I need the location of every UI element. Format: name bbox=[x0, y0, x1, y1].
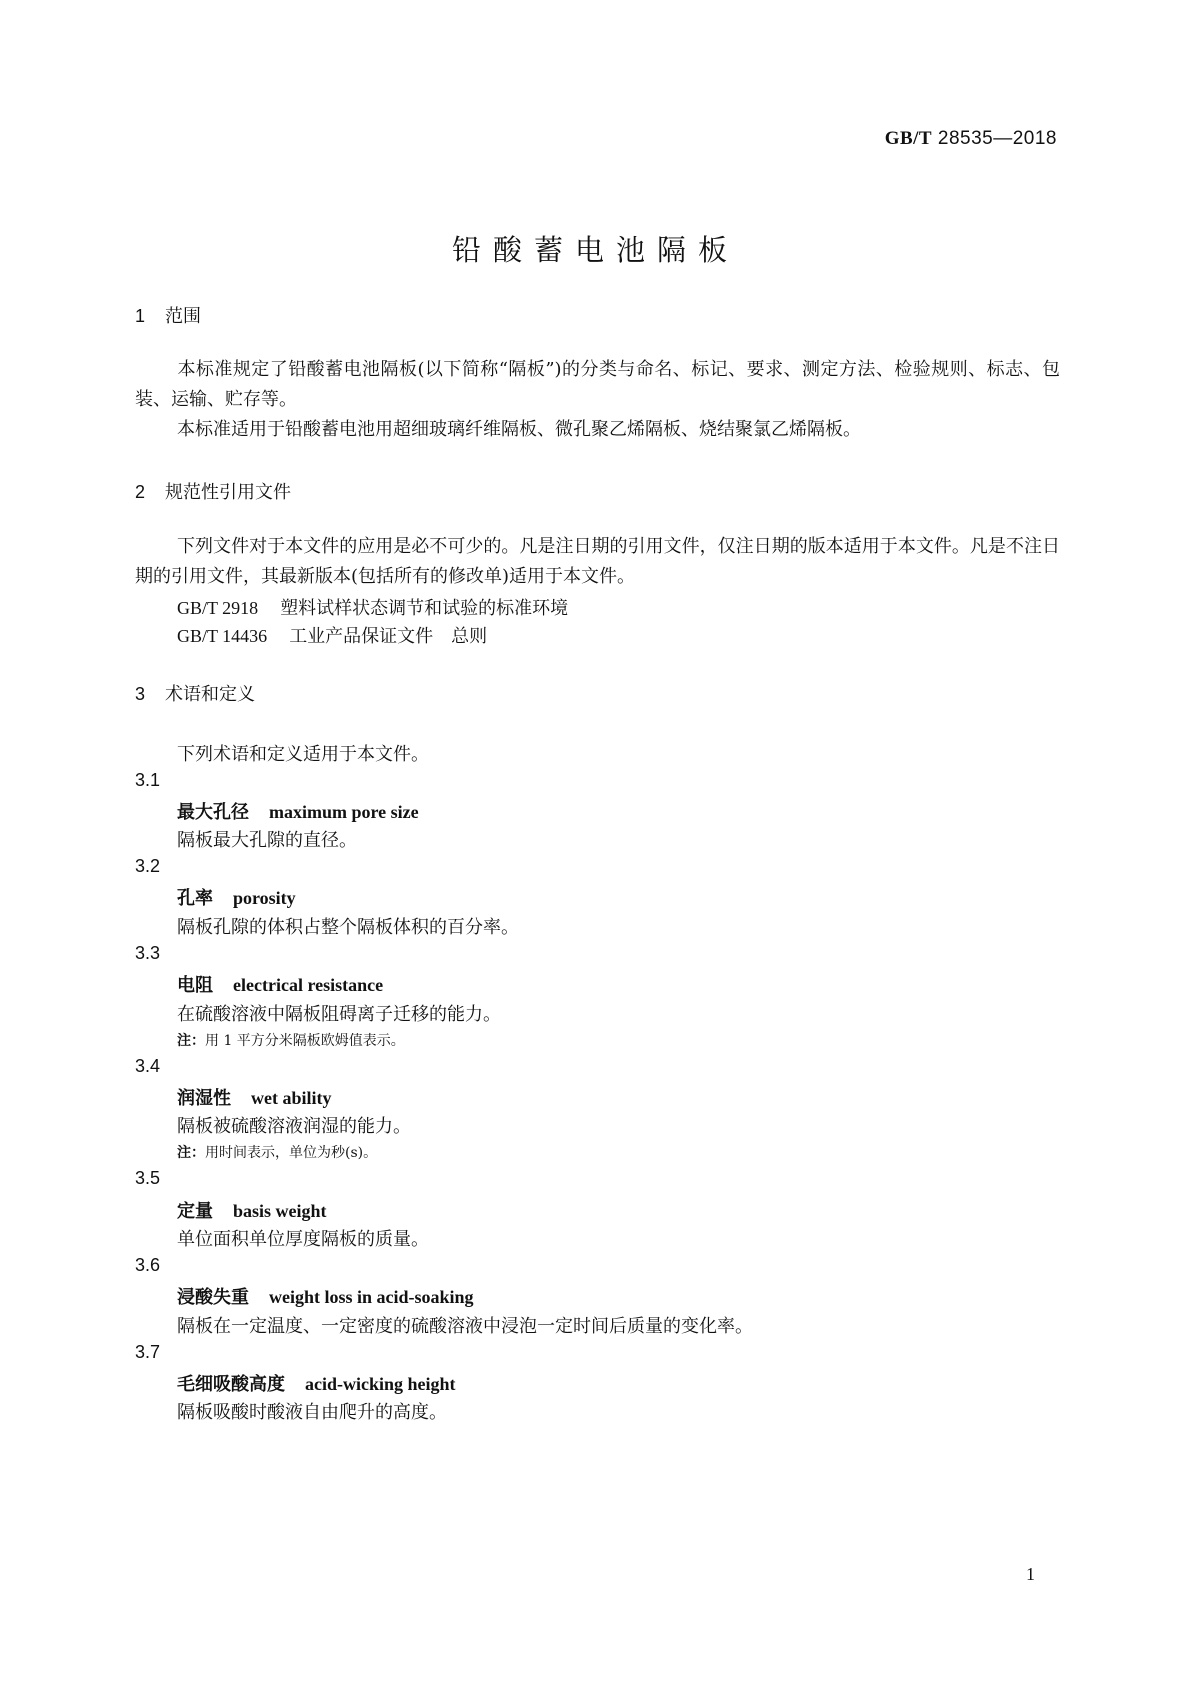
standard-code: GB/T 28535—2018 bbox=[884, 128, 1057, 149]
term-number: 3.4 bbox=[135, 1056, 161, 1076]
term-note: 注：用 1 平方分米隔板欧姆值表示。 bbox=[177, 1033, 405, 1049]
term-number: 3.2 bbox=[135, 856, 161, 876]
term-note: 注：用时间表示，单位为秒(s)。 bbox=[177, 1145, 378, 1161]
term-title: 润湿性 wet ability bbox=[177, 1088, 332, 1109]
section-1-heading: 1 范围 bbox=[135, 306, 201, 327]
section-2-paragraph-1: 下列文件对于本文件的应用是必不可少的。凡是注日期的引用文件，仅注日期的版本适用于本文件。凡是不注日期的引用文件，其最新版本(包括所有的修改单)适用于本文件。 bbox=[135, 536, 1060, 587]
page-number: 1 bbox=[1026, 1564, 1035, 1584]
term-definition: 隔板孔隙的体积占整个隔板体积的百分率。 bbox=[177, 917, 519, 938]
normative-reference: GB/T 14436 工业产品保证文件 总则 bbox=[177, 626, 488, 647]
term-number: 3.1 bbox=[135, 770, 161, 790]
term-title: 孔率 porosity bbox=[177, 888, 296, 909]
section-1-paragraph-1: 本标准规定了铅酸蓄电池隔板(以下简称“隔板”)的分类与命名、标记、要求、测定方法、检验规则、标志、包装、运输、贮存等。 bbox=[135, 359, 1060, 410]
term-definition: 隔板最大孔隙的直径。 bbox=[177, 830, 357, 851]
term-number: 3.5 bbox=[135, 1168, 161, 1188]
term-title: 最大孔径 maximum pore size bbox=[177, 802, 419, 823]
term-number: 3.3 bbox=[135, 943, 161, 963]
term-number: 3.6 bbox=[135, 1255, 161, 1275]
section-2-heading: 2 规范性引用文件 bbox=[135, 482, 291, 503]
term-title: 浸酸失重 weight loss in acid-soaking bbox=[177, 1287, 474, 1308]
term-title: 电阻 electrical resistance bbox=[177, 975, 384, 996]
term-definition: 单位面积单位厚度隔板的质量。 bbox=[177, 1229, 429, 1250]
term-definition: 隔板在一定温度、一定密度的硫酸溶液中浸泡一定时间后质量的变化率。 bbox=[177, 1316, 753, 1337]
section-3-intro: 下列术语和定义适用于本文件。 bbox=[177, 744, 429, 765]
section-1-paragraph-2: 本标准适用于铅酸蓄电池用超细玻璃纤维隔板、微孔聚乙烯隔板、烧结聚氯乙烯隔板。 bbox=[177, 419, 861, 440]
section-3-heading: 3 术语和定义 bbox=[135, 684, 255, 705]
term-title: 毛细吸酸高度 acid-wicking height bbox=[177, 1374, 456, 1395]
term-definition: 在硫酸溶液中隔板阻碍离子迁移的能力。 bbox=[177, 1004, 501, 1025]
term-number: 3.7 bbox=[135, 1342, 161, 1362]
document-title: 铅酸蓄电池隔板 bbox=[451, 233, 739, 267]
term-definition: 隔板吸酸时酸液自由爬升的高度。 bbox=[177, 1402, 447, 1423]
term-title: 定量 basis weight bbox=[177, 1201, 327, 1222]
term-definition: 隔板被硫酸溶液润湿的能力。 bbox=[177, 1116, 411, 1137]
normative-reference: GB/T 2918 塑料试样状态调节和试验的标准环境 bbox=[177, 598, 569, 619]
